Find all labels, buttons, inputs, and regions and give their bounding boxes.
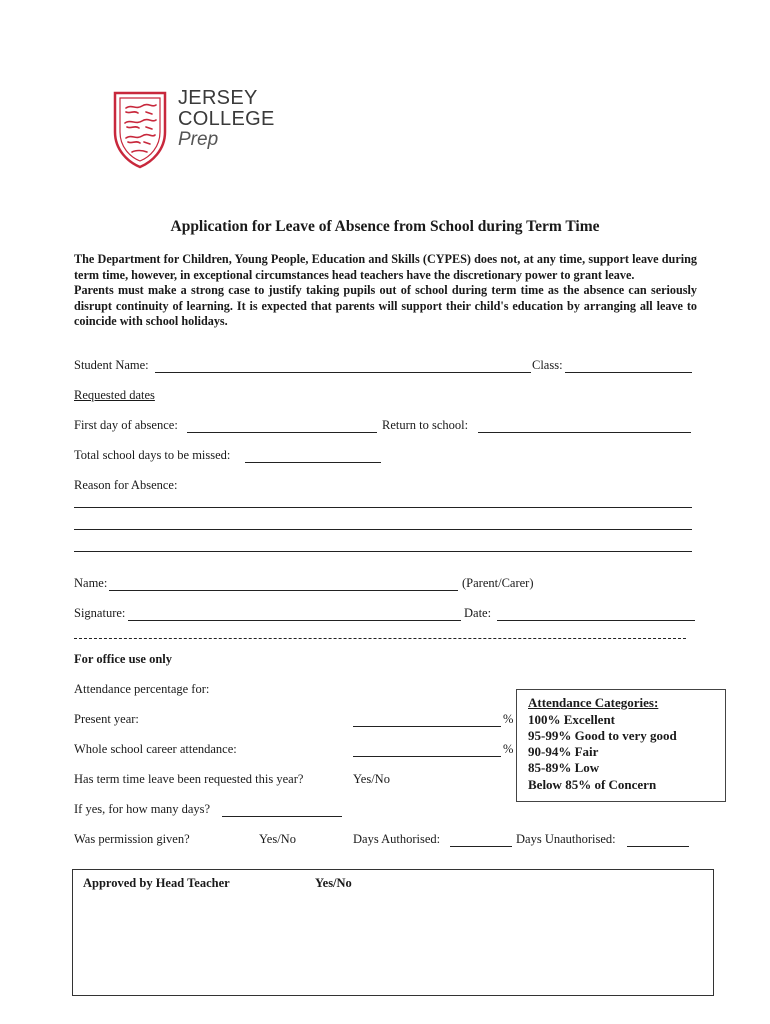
- college-wordmark: [178, 88, 275, 150]
- reason-line-3[interactable]: [74, 551, 692, 552]
- present-year-label: Present year:: [74, 712, 139, 726]
- logo-line-3: Prep: [178, 129, 219, 150]
- parent-name-label: Name:: [74, 576, 108, 590]
- how-many-days-label: If yes, for how many days?: [74, 802, 211, 816]
- attendance-categories-heading: Attendance Categories:: [528, 695, 659, 710]
- intro-text: [74, 252, 697, 330]
- category-item: 90-94% Fair: [528, 744, 599, 759]
- whole-career-label: Whole school career attendance:: [74, 742, 237, 756]
- return-date-field[interactable]: [478, 432, 691, 433]
- first-day-field[interactable]: [187, 432, 377, 433]
- signature-field[interactable]: [128, 620, 461, 621]
- whole-career-field[interactable]: [353, 756, 501, 757]
- attendance-for-label: Attendance percentage for:: [74, 682, 210, 696]
- attendance-categories-box: [516, 689, 726, 802]
- parent-carer-label: (Parent/Carer): [462, 576, 534, 590]
- form-title: Application for Leave of Absence from School during Term Time: [170, 218, 600, 235]
- intro-paragraph-1: The Department for Children, Young People, Education and Skills (CYPES) does not, at any time, support leave during term time, however, in exceptional circumstances head teachers have the discretionary power to grant leave.: [74, 252, 697, 282]
- category-item: 100% Excellent: [528, 712, 616, 727]
- days-authorised-field[interactable]: [450, 846, 512, 847]
- cut-line-divider: [74, 638, 686, 639]
- approval-yes-no[interactable]: Yes/No: [315, 876, 352, 890]
- category-item: 95-99% Good to very good: [528, 728, 677, 743]
- college-crest-logo: [112, 90, 168, 170]
- date-label: Date:: [464, 606, 492, 620]
- class-field[interactable]: [565, 372, 692, 373]
- days-authorised-label: Days Authorised:: [353, 832, 441, 846]
- parent-name-field[interactable]: [109, 590, 458, 591]
- category-item: 85-89% Low: [528, 760, 600, 775]
- present-year-percent: %: [503, 712, 514, 726]
- date-field[interactable]: [497, 620, 695, 621]
- return-label: Return to school:: [382, 418, 469, 432]
- intro-paragraph-2: Parents must make a strong case to justify taking pupils out of school during term time as the absence can seriously disrupt continuity of learning. It is expected that parents will support their child's education by arranging all leave to coincide with school holidays.: [74, 283, 697, 328]
- office-use-heading: For office use only: [74, 652, 173, 666]
- logo-line-2: COLLEGE: [178, 108, 275, 130]
- first-day-label: First day of absence:: [74, 418, 178, 432]
- total-days-label: Total school days to be missed:: [74, 448, 231, 462]
- logo-line-1: JERSEY: [178, 87, 258, 109]
- present-year-field[interactable]: [353, 726, 501, 727]
- requested-dates-heading: Requested dates: [74, 388, 155, 402]
- student-name-label: Student Name:: [74, 358, 149, 372]
- permission-yes-no[interactable]: Yes/No: [259, 832, 296, 846]
- reason-line-1[interactable]: [74, 507, 692, 508]
- leave-requested-yes-no[interactable]: Yes/No: [353, 772, 390, 786]
- days-unauthorised-label: Days Unauthorised:: [516, 832, 616, 846]
- class-label: Class:: [532, 358, 563, 372]
- days-unauthorised-field[interactable]: [627, 846, 689, 847]
- permission-label: Was permission given?: [74, 832, 190, 846]
- approval-label: Approved by Head Teacher: [83, 876, 230, 890]
- whole-career-percent: %: [503, 742, 514, 756]
- head-teacher-approval-box[interactable]: [72, 869, 714, 996]
- how-many-days-field[interactable]: [222, 816, 342, 817]
- reason-line-2[interactable]: [74, 529, 692, 530]
- student-name-field[interactable]: [155, 372, 531, 373]
- category-item: Below 85% of Concern: [528, 777, 657, 792]
- leave-requested-label: Has term time leave been requested this year?: [74, 772, 304, 786]
- total-days-field[interactable]: [245, 462, 381, 463]
- signature-label: Signature:: [74, 606, 126, 620]
- reason-label: Reason for Absence:: [74, 478, 178, 492]
